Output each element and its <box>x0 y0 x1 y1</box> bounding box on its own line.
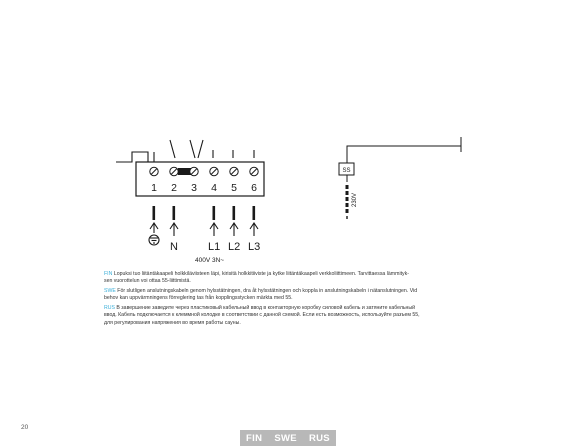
conductor-stubs <box>153 206 256 220</box>
page-number: 20 <box>21 424 29 431</box>
instruction-swe <box>104 288 476 303</box>
fin-text-line-1: Lopuksi tuo liitäntäkaapeli holkkiläviisteen läpi, kirisitä holkkitiiviste ja kytke liitäntäkaapeli verkkoliittimeen. Tarvittaessa lämmityk- <box>113 271 409 277</box>
terminal-label-2: 2 <box>171 182 177 194</box>
incoming-wires <box>116 140 254 162</box>
supply-voltage-label: 400V 3N~ <box>195 257 225 264</box>
sensor-dashed-line <box>346 185 349 219</box>
ground-icon <box>149 235 159 245</box>
lang-tag-rus: RUS <box>104 305 115 311</box>
conductor-label-l2: L2 <box>228 241 241 253</box>
rus-text-line-1: В завершение заведите через пластиковый кабельный ввод в контакторную коробку силовой кабель и затяните кабельный <box>116 305 416 311</box>
conductor-label-n: N <box>170 241 178 253</box>
language-tabs <box>240 430 336 446</box>
supply-arrows <box>150 223 258 236</box>
instruction-fin <box>104 271 476 286</box>
terminal-label-1: 1 <box>151 182 157 194</box>
sensor-label: SS <box>342 168 351 174</box>
sensor-connection <box>339 137 461 182</box>
swe-text-line-1: För slutligen anslutningskabeln genom hylsstätningen, dra åt hylsstätningen och koppla in anslutningskabeln i nätanslutningen. Vid <box>117 288 418 294</box>
terminal-label-4: 4 <box>211 182 217 194</box>
lang-tab-fin[interactable]: FIN <box>246 432 263 444</box>
sensor-voltage-label: 230V <box>352 192 358 208</box>
terminal-label-5: 5 <box>231 182 237 194</box>
conductor-label-l1: L1 <box>208 241 221 253</box>
rus-text-line-3: для регулирования напряжения во время работы сауны. <box>104 319 241 326</box>
instruction-rus <box>104 305 476 327</box>
conductor-labels <box>170 241 260 253</box>
rus-text-line-2: ввод. Кабель подключается к клеммной колодке в соответствии с данной схемой. Если есть возможность, используйте разъем 55, <box>104 312 420 319</box>
terminal-label-6: 6 <box>251 182 257 194</box>
lang-tab-rus[interactable]: RUS <box>308 432 330 444</box>
lang-tag-swe: SWE <box>104 288 116 294</box>
swe-text-line-2: behov kan uppvärmningens förreglering tas från kopplingsstycken märkta med 55. <box>104 295 293 302</box>
conductor-label-l3: L3 <box>248 241 261 253</box>
terminal-label-3: 3 <box>191 182 197 194</box>
lang-tab-swe[interactable]: SWE <box>274 432 297 444</box>
fin-text-line-2: sen vuorottelun voi ottaa 55-liittimistä. <box>104 278 191 285</box>
lang-tag-fin: FIN <box>104 271 113 277</box>
